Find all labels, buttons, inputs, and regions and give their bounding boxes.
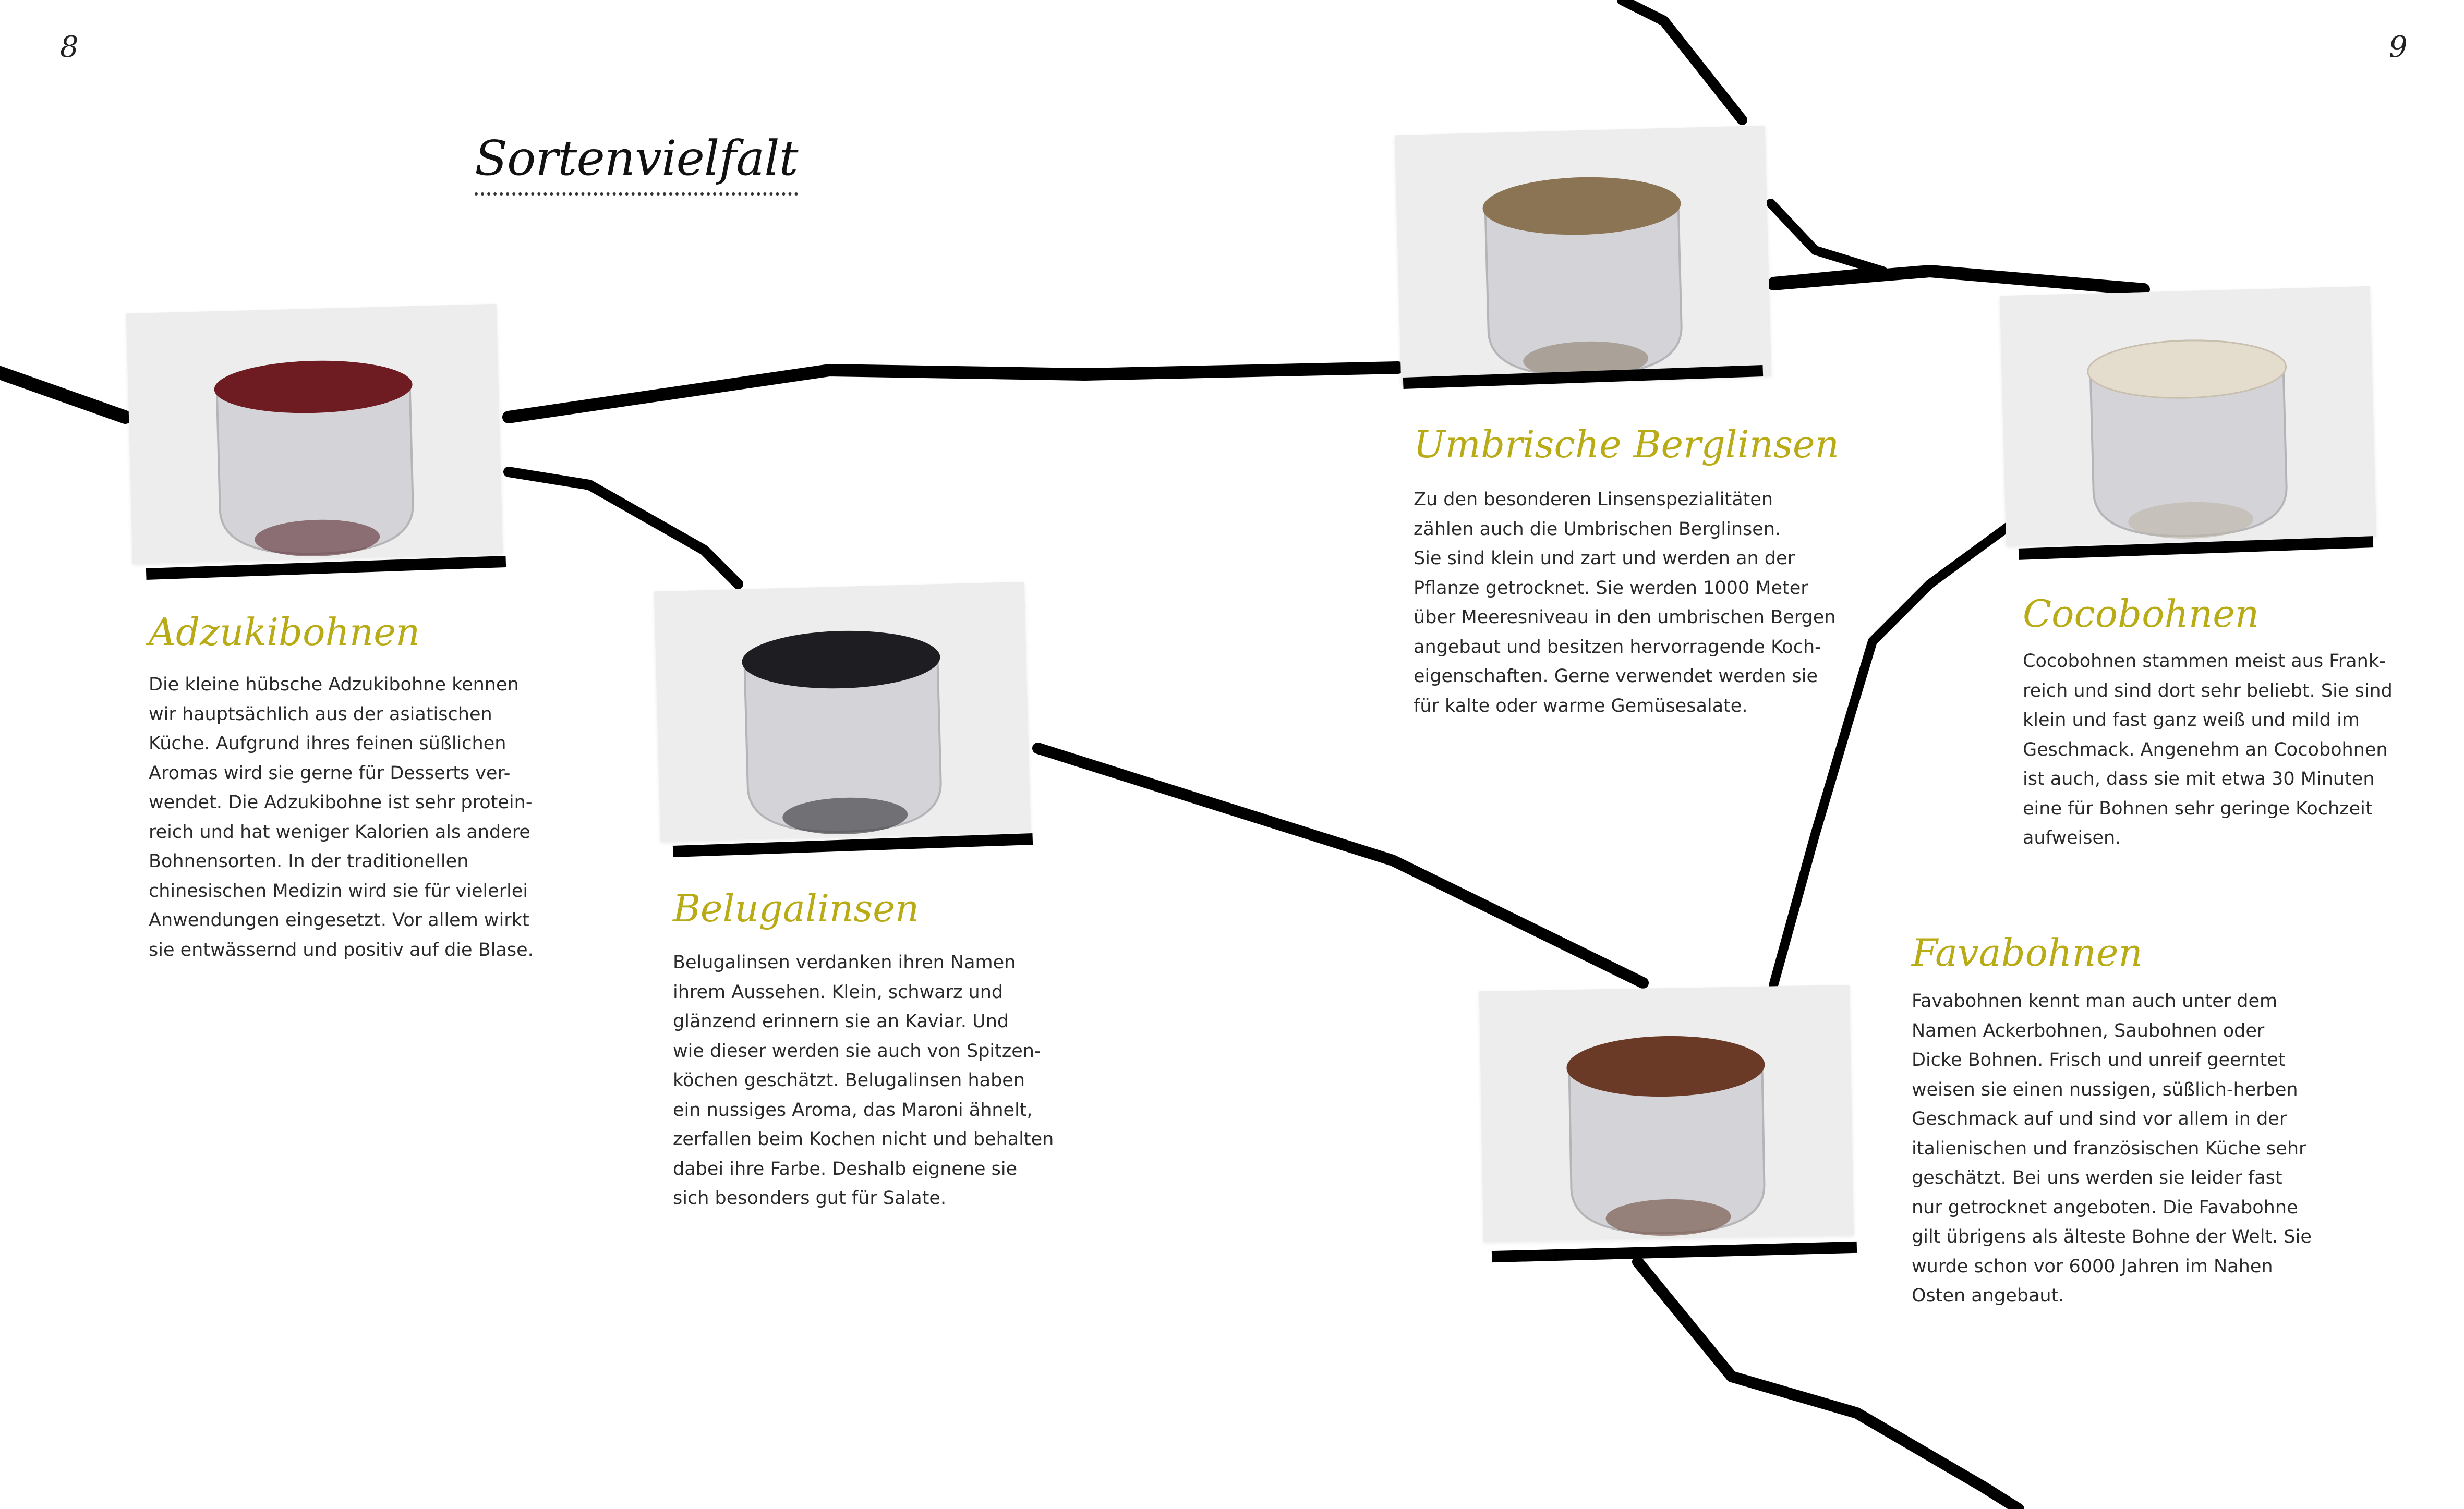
jar-icon (2000, 286, 2376, 546)
variety-text-cocobohnen: Cocobohnen stammen meist aus Frank- reich und sind dort sehr beliebt. Sie sind klein und fast ganz weiß und mild im Geschmack. Angenehm an Cocobohnen ist auch, dass sie mit etwa 30 Minuten eine für Bohnen sehr geringe Kochzeit aufweisen. (2023, 651, 2393, 848)
variety-title-adzukibohnen: Adzukibohnen (149, 610, 420, 654)
variety-title-favabohnen: Favabohnen (1912, 931, 2143, 975)
variety-text-umbrische-berglinsen: Zu den besonderen Linsenspezialitäten zählen auch die Umbrischen Berglinsen. Sie sind klein und zart und werden an der Pflanze getrocknet. Sie werden 1000 Meter über Meeresniveau in den umbrischen Bergen angebaut und besitzen hervorragende Koch- eigenschaften. Gerne verwendet werden sie für kalte oder warme Gemüsesalate. (1414, 489, 1836, 716)
section-title: Sortenvielfalt (475, 130, 798, 196)
variety-text-favabohnen: Favabohnen kennt man auch unter dem Namen Ackerbohnen, Saubohnen oder Dicke Bohnen. Frisch und unreif geerntet weisen sie einen nussigen, süßlich-herben Geschmack auf und sind vor allem in der italienischen und französischen Küche sehr geschätzt. Bei uns werden sie leider fast nur getrocknet angeboten. Die Favabohne gilt übrigens als älteste Bohne der Welt. Sie wurde schon vor 6000 Jahren im Nahen Osten angebaut. (1912, 991, 2312, 1306)
variety-text-belugalinsen: Belugalinsen verdanken ihren Namen ihrem Aussehen. Klein, schwarz und glänzend erinnern sie an Kaviar. Und wie dieser werden sie auch von Spitzen- köchen geschätzt. Belugalinsen haben ein nussiges Aroma, das Maroni ähnelt, zerfallen beim Kochen nicht und behalten dabei ihre Farbe. Deshalb eignene sie sich besonders gut für Salate. (673, 952, 1054, 1209)
photo-adzukibohnen (126, 304, 503, 564)
jar-icon (126, 304, 503, 564)
variety-title-belugalinsen: Belugalinsen (673, 886, 920, 930)
jar-icon (654, 582, 1031, 842)
variety-text-adzukibohnen: Die kleine hübsche Adzukibohne kennen wir hauptsächlich aus der asiatischen Küche. Aufgrund ihres feinen süßlichen Aromas wird sie gerne für Desserts ver- wendet. Die Adzukibohne ist sehr protein- reich und hat weniger Kalorien als andere Bohnensorten. In der traditionellen chinesischen Medizin wird sie für vielerlei Anwendungen eingesetzt. Vor allem wirkt sie entwässernd und positiv auf die Blase. (149, 674, 534, 960)
photo-belugalinsen (654, 582, 1031, 842)
variety-title-umbrische-berglinsen: Umbrische Berglinsen (1414, 422, 1840, 466)
jar-icon (1395, 126, 1771, 385)
variety-title-cocobohnen: Cocobohnen (2023, 592, 2260, 636)
photo-cocobohnen (2000, 286, 2376, 546)
photo-umbrische-berglinsen (1395, 126, 1771, 385)
jar-icon (1479, 985, 1854, 1242)
page-number-left: 8 (60, 30, 79, 64)
page-number-right: 9 (2389, 30, 2408, 64)
photo-favabohnen (1479, 985, 1854, 1242)
